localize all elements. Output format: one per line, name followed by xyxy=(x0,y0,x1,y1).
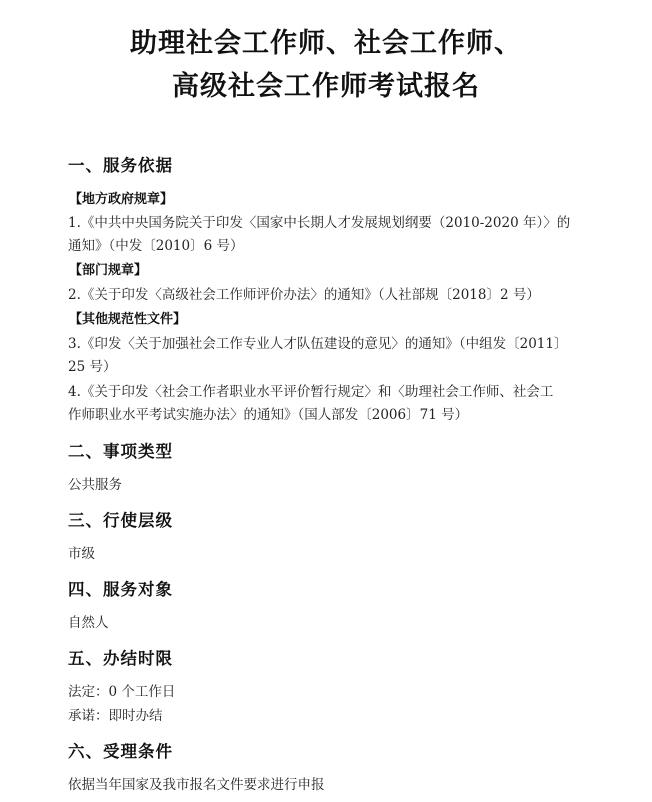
time-limit-legal: 法定：0 个工作日 xyxy=(68,684,176,700)
target-value: 自然人 xyxy=(68,615,109,631)
type-value: 公共服务 xyxy=(68,477,122,493)
basis-item-3-line-1: 3.《印发〈关于加强社会工作专业人才队伍建设的意见〉的通知》（中组发〔2011〕 xyxy=(68,336,568,352)
category-other-documents: 【其他规范性文件】 xyxy=(69,312,187,327)
time-limit-promise: 承诺：即时办结 xyxy=(68,708,163,724)
basis-item-2: 2.《关于印发〈高级社会工作师评价办法〉的通知》（人社部规〔2018〕2 号） xyxy=(68,287,540,303)
section-heading-type: 二、事项类型 xyxy=(68,442,173,461)
conditions-value: 依据当年国家及我市报名文件要求进行申报 xyxy=(68,777,325,793)
category-department-regulations: 【部门规章】 xyxy=(69,263,148,278)
basis-item-1-line-2: 通知》（中发〔2010〕6 号） xyxy=(68,238,244,254)
section-heading-time-limit: 五、办结时限 xyxy=(68,649,173,668)
basis-item-4-line-2: 作师职业水平考试实施办法〉的通知》（国人部发〔2006〕71 号） xyxy=(68,407,469,423)
section-heading-basis: 一、服务依据 xyxy=(68,156,173,175)
section-heading-level: 三、行使层级 xyxy=(68,511,173,530)
basis-item-4-line-1: 4.《关于印发〈社会工作者职业水平评价暂行规定〉和〈助理社会工作师、社会工 xyxy=(68,384,554,400)
section-heading-conditions: 六、受理条件 xyxy=(68,742,173,761)
basis-item-3-line-2: 25 号） xyxy=(68,359,117,375)
category-local-regulations: 【地方政府规章】 xyxy=(69,192,174,207)
document-title-line-2: 高级社会工作师考试报名 xyxy=(172,71,480,102)
section-heading-target: 四、服务对象 xyxy=(68,580,173,599)
basis-item-1-line-1: 1.《中共中央国务院关于印发〈国家中长期人才发展规划纲要（2010-2020 年）〉的 xyxy=(68,215,571,231)
level-value: 市级 xyxy=(68,546,95,562)
document-title-line-1: 助理社会工作师、社会工作师、 xyxy=(130,28,522,59)
